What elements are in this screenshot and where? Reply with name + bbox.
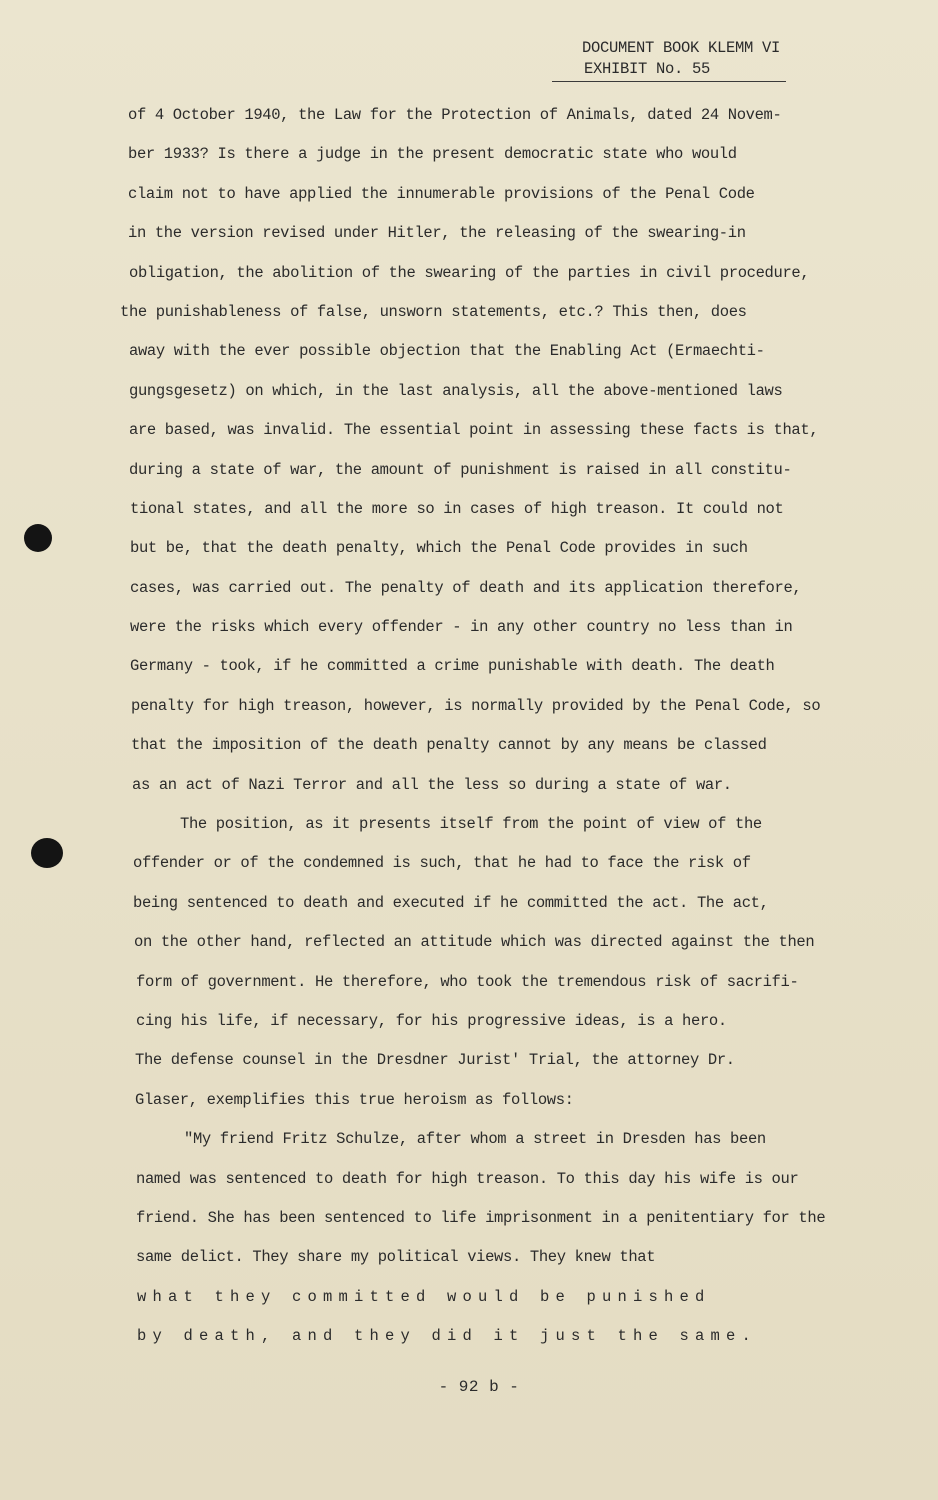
text-line: Glaser, exemplifies this true heroism as follows: [135, 1090, 574, 1109]
text-line: cing his life, if necessary, for his progressive ideas, is a hero. [136, 1011, 727, 1030]
text-line: tional states, and all the more so in cases of high treason. It could not [130, 499, 784, 518]
text-line: but be, that the death penalty, which the Penal Code provides in such [130, 539, 748, 558]
text-line: The position, as it presents itself from the point of view of the [180, 815, 762, 834]
text-line: claim not to have applied the innumerable provisions of the Penal Code [128, 184, 755, 203]
page-number: - 92 b - [438, 1378, 520, 1396]
punch-hole [24, 524, 52, 552]
punch-hole [31, 838, 63, 868]
text-line: penalty for high treason, however, is normally provided by the Penal Code, so [131, 696, 821, 715]
text-line: Germany - took, if he committed a crime punishable with death. The death [130, 657, 775, 676]
quotation-line-spaced: by death, and they did it just the same. [137, 1327, 758, 1346]
quotation-line: friend. She has been sentenced to life imprisonment in a penitentiary for the [136, 1208, 826, 1227]
text-line: form of government. He therefore, who took the tremendous risk of sacrifi- [136, 972, 799, 991]
text-line: offender or of the condemned is such, that he had to face the risk of [133, 854, 751, 873]
text-line: ber 1933? Is there a judge in the present democratic state who would [128, 145, 737, 164]
document-header [552, 38, 786, 82]
quotation-line: same delict. They share my political views. They knew that [136, 1248, 656, 1267]
document-body [120, 102, 890, 1363]
text-line: being sentenced to death and executed if he committed the act. The act, [133, 893, 769, 912]
text-line: cases, was carried out. The penalty of death and its application therefore, [130, 578, 802, 597]
text-line: gungsgesetz) on which, in the last analysis, all the above-mentioned laws [129, 381, 783, 400]
text-line: were the risks which every offender - in any other country no less than in [130, 618, 793, 637]
text-line: as an act of Nazi Terror and all the less so during a state of war. [132, 775, 732, 794]
text-line: that the imposition of the death penalty cannot by any means be classed [131, 736, 767, 755]
text-line: the punishableness of false, unsworn statements, etc.? This then, does [120, 302, 747, 321]
text-line: away with the ever possible objection that the Enabling Act (Ermaechti- [129, 342, 765, 361]
quotation-line: named was sentenced to death for high treason. To this day his wife is our [136, 1169, 799, 1188]
text-line: are based, was invalid. The essential point in assessing these facts is that, [129, 421, 819, 440]
text-line: during a state of war, the amount of punishment is raised in all constitu- [129, 460, 792, 479]
text-line: on the other hand, reflected an attitude which was directed against the then [134, 933, 815, 952]
exhibit-number-label: EXHIBIT No. 55 [552, 59, 786, 82]
text-line: in the version revised under Hitler, the releasing of the swearing-in [128, 224, 746, 243]
text-line: obligation, the abolition of the swearing of the parties in civil procedure, [129, 263, 810, 282]
quotation-line: "My friend Fritz Schulze, after whom a street in Dresden has been [184, 1130, 766, 1149]
text-line: of 4 October 1940, the Law for the Protection of Animals, dated 24 Novem- [128, 106, 782, 124]
quotation-line-spaced: what they committed would be punished [137, 1287, 711, 1306]
document-book-label: DOCUMENT BOOK KLEMM VI [581, 39, 780, 57]
text-line: The defense counsel in the Dresdner Jurist' Trial, the attorney Dr. [135, 1051, 735, 1070]
